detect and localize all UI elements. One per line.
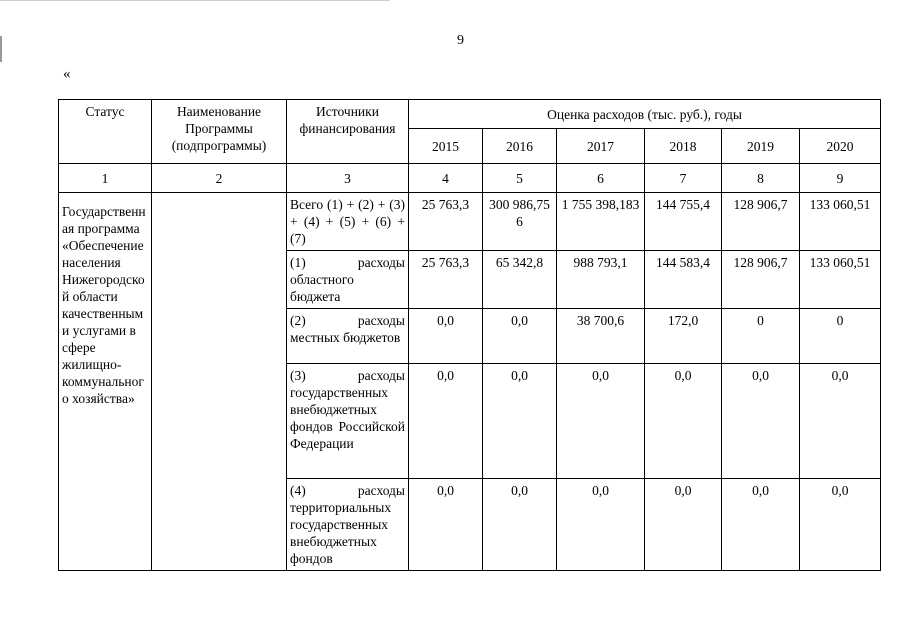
source-total: Всего (1) + (2) + (3) + (4) + (5) + (6) + (7) [287, 193, 409, 251]
value-cell: 0,0 [645, 364, 722, 479]
value-cell: 0,0 [409, 479, 483, 571]
value-cell: 133 060,51 [800, 193, 881, 251]
column-number: 7 [645, 164, 722, 193]
value-cell: 0 [800, 309, 881, 364]
value-cell: 0,0 [557, 364, 645, 479]
column-number: 8 [722, 164, 800, 193]
column-number: 2 [152, 164, 287, 193]
program-name-cell [152, 193, 287, 571]
year-2018: 2018 [645, 129, 722, 164]
budget-table [58, 99, 881, 571]
value-cell: 0,0 [722, 479, 800, 571]
header-row [59, 100, 881, 129]
column-number: 3 [287, 164, 409, 193]
year-2019: 2019 [722, 129, 800, 164]
value-cell: 25 763,3 [409, 193, 483, 251]
year-2020: 2020 [800, 129, 881, 164]
table-row [59, 193, 881, 251]
value-cell: 0,0 [409, 309, 483, 364]
value-cell: 0,0 [483, 309, 557, 364]
value-cell: 0,0 [800, 364, 881, 479]
value-cell: 300 986,756 [483, 193, 557, 251]
header-status: Статус [59, 100, 152, 164]
year-2016: 2016 [483, 129, 557, 164]
page-number: 9 [457, 33, 464, 48]
value-cell: 144 583,4 [645, 251, 722, 309]
value-cell: 0,0 [557, 479, 645, 571]
column-number: 9 [800, 164, 881, 193]
column-number: 5 [483, 164, 557, 193]
header-sources: Источники финансирования [287, 100, 409, 164]
value-cell: 38 700,6 [557, 309, 645, 364]
year-2015: 2015 [409, 129, 483, 164]
value-cell: 0,0 [800, 479, 881, 571]
column-number: 6 [557, 164, 645, 193]
value-cell: 133 060,51 [800, 251, 881, 309]
source-federal-funds: (3) расходы государственных внебюджетных фондов Российской Федерации [287, 364, 409, 479]
opening-quote: « [63, 66, 71, 82]
column-number-row [59, 164, 881, 193]
value-cell: 0,0 [645, 479, 722, 571]
source-territorial-funds: (4) расходы территориальных государственных внебюджетных фондов [287, 479, 409, 571]
value-cell: 988 793,1 [557, 251, 645, 309]
value-cell: 128 906,7 [722, 251, 800, 309]
column-number: 1 [59, 164, 152, 193]
value-cell: 144 755,4 [645, 193, 722, 251]
value-cell: 0,0 [722, 364, 800, 479]
value-cell: 0 [722, 309, 800, 364]
column-number: 4 [409, 164, 483, 193]
margin-mark [0, 36, 2, 62]
status-cell: Государственная программа «Обеспечение населения Нижегородской области качественными услугами в сфере жилищно-коммунального хозяйства» [59, 193, 152, 571]
year-2017: 2017 [557, 129, 645, 164]
value-cell: 0,0 [409, 364, 483, 479]
header-estimate: Оценка расходов (тыс. руб.), годы [409, 100, 881, 129]
source-local-budgets: (2) расходы местных бюджетов [287, 309, 409, 364]
header-program-name: Наименование Программы (подпрограммы) [152, 100, 287, 164]
value-cell: 128 906,7 [722, 193, 800, 251]
value-cell: 0,0 [483, 479, 557, 571]
value-cell: 0,0 [483, 364, 557, 479]
value-cell: 65 342,8 [483, 251, 557, 309]
source-regional-budget: (1) расходы областного бюджета [287, 251, 409, 309]
value-cell: 25 763,3 [409, 251, 483, 309]
value-cell: 1 755 398,183 [557, 193, 645, 251]
value-cell: 172,0 [645, 309, 722, 364]
top-rule [0, 0, 390, 1]
